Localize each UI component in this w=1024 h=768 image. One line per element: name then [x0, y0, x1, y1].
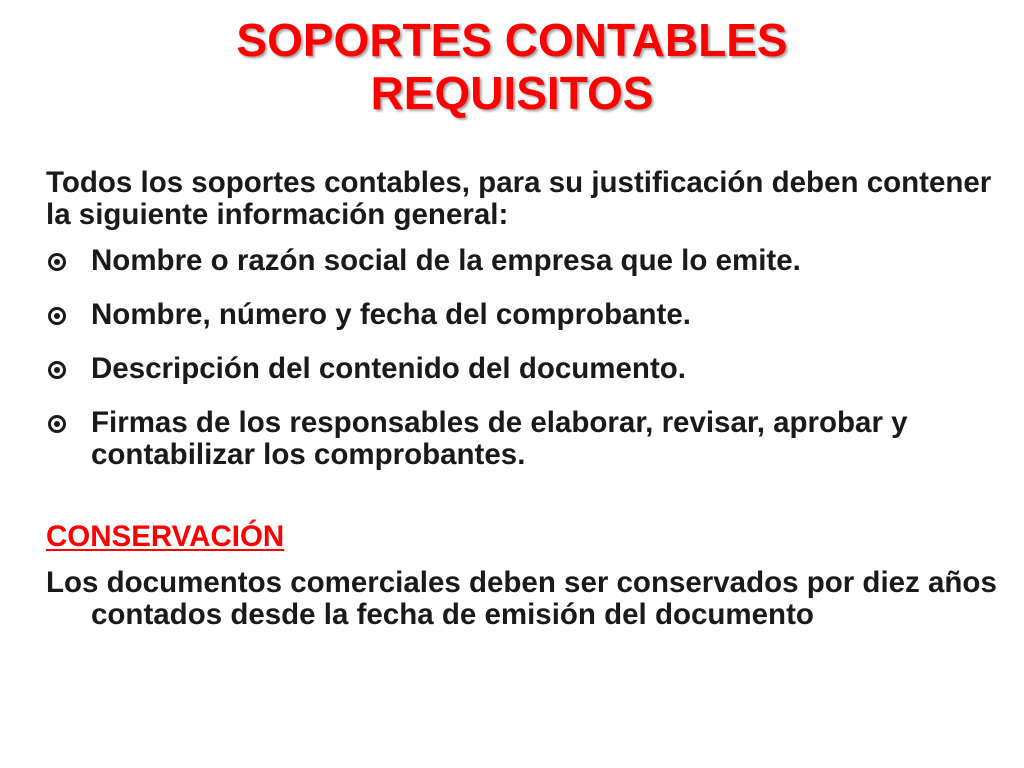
- list-item-text: Nombre o razón social de la empresa que lo emite.: [91, 244, 801, 277]
- circled-dot-bullet-icon: [48, 415, 66, 433]
- circled-dot-bullet-icon: [48, 361, 66, 379]
- circled-dot-bullet-icon: [48, 307, 66, 325]
- list-item-text: Descripción del contenido del documento.: [91, 352, 686, 385]
- list-item: [46, 299, 1006, 331]
- list-item-text: Nombre, número y fecha del comprobante.: [91, 298, 691, 331]
- circled-dot-bullet-icon: [48, 253, 66, 271]
- closing-paragraph: Los documentos comerciales deben ser conservados por diez años contados desde la fecha de emisión del documento: [46, 566, 997, 631]
- slide-title: [0, 14, 1024, 120]
- title-line-1: SOPORTES CONTABLES: [236, 14, 788, 66]
- requirements-list: [46, 245, 1006, 471]
- conservation-heading: CONSERVACIÓN: [46, 520, 285, 553]
- list-item: [46, 245, 1006, 277]
- list-item-text: Firmas de los responsables de elaborar, revisar, aprobar y contabilizar los comprobantes.: [91, 406, 908, 471]
- list-item: [46, 353, 1006, 385]
- list-item: [46, 407, 1006, 471]
- title-line-2: REQUISITOS: [370, 67, 654, 119]
- intro-paragraph: Todos los soportes contables, para su justificación deben contener la siguiente información general:: [46, 166, 992, 231]
- slide-body: [46, 167, 1006, 631]
